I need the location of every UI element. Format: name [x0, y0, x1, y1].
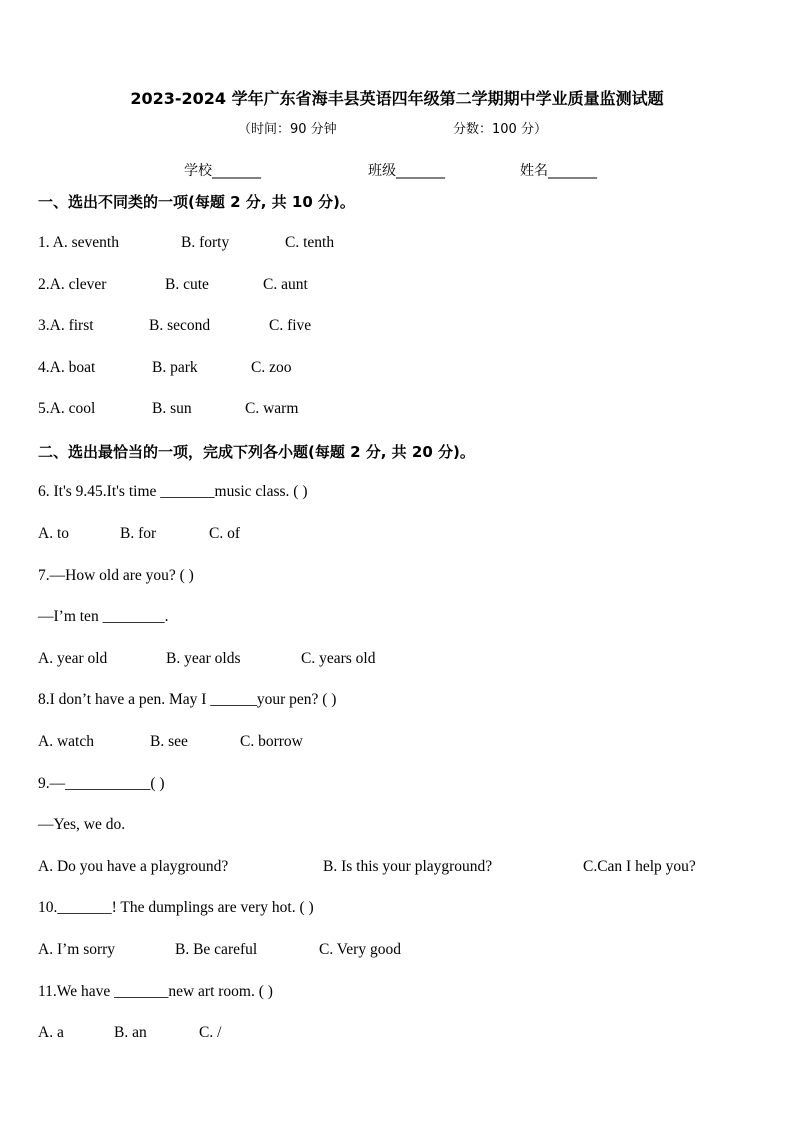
option-b: B. year olds — [166, 650, 241, 667]
class-field: 班级_______ — [368, 163, 445, 179]
question-number: 4. — [38, 359, 50, 376]
question-8-stem: 8.I don’t have a pen. May I ______your pen? ( ) — [38, 691, 337, 708]
question-1 — [38, 234, 119, 252]
question-number: 1. — [38, 234, 53, 251]
question-7-stem: 7.—How old are you? ( ) — [38, 567, 194, 584]
question-number: 3. — [38, 317, 50, 334]
option-a: A. first — [49, 317, 94, 334]
option-b: B. cute — [165, 276, 209, 293]
option-b: B. an — [114, 1024, 147, 1041]
option-c: C. borrow — [240, 733, 303, 750]
question-9-reply: —Yes, we do. — [38, 816, 126, 833]
option-c: C. years old — [301, 650, 376, 667]
option-a: A. watch — [38, 733, 94, 750]
exam-score: 分数：100 分） — [453, 122, 547, 137]
question-6-stem: 6. It's 9.45.It's time _______music class. ( ) — [38, 483, 308, 500]
option-c: C. warm — [245, 400, 299, 417]
option-c: C. Very good — [319, 941, 401, 958]
question-5 — [38, 400, 95, 418]
question-7-reply: —I’m ten ________. — [38, 608, 169, 625]
option-a: A. to — [38, 525, 69, 542]
option-c: C. aunt — [263, 276, 308, 293]
school-field: 学校_______ — [184, 163, 261, 179]
option-a: A. year old — [38, 650, 108, 667]
question-number: 5. — [38, 400, 50, 417]
question-4 — [38, 359, 95, 377]
question-3 — [38, 317, 94, 335]
section-2-heading: 二、选出最恰当的一项，完成下列各小题(每题 2 分, 共 20 分)。 — [38, 443, 475, 461]
option-b: B. second — [149, 317, 211, 334]
option-b: B. sun — [152, 400, 192, 417]
option-a: A. a — [38, 1024, 64, 1041]
option-b: B. park — [152, 359, 198, 376]
option-c: C.Can I help you? — [583, 858, 696, 875]
option-c: C. tenth — [285, 234, 335, 251]
option-b: B. forty — [181, 234, 230, 251]
option-b: B. Is this your playground? — [323, 858, 493, 875]
question-11-stem: 11.We have _______new art room. ( ) — [38, 983, 273, 1000]
option-a: A. cool — [49, 400, 96, 417]
question-10-stem: 10._______! The dumplings are very hot. ( ) — [38, 899, 314, 916]
option-b: B. see — [150, 733, 188, 750]
option-a: A. Do you have a playground? — [38, 858, 229, 875]
option-b: B. Be careful — [175, 941, 258, 958]
option-c: C. of — [209, 525, 240, 542]
section-1-heading: 一、选出不同类的一项(每题 2 分, 共 10 分)。 — [38, 193, 355, 211]
option-a: A. boat — [49, 359, 96, 376]
name-field: 姓名_______ — [520, 163, 597, 179]
option-c: C. / — [199, 1024, 222, 1041]
option-c: C. zoo — [251, 359, 292, 376]
question-number: 2. — [38, 276, 50, 293]
option-a: A. I’m sorry — [38, 941, 116, 958]
option-a: A. clever — [49, 276, 107, 293]
question-9-stem: 9.—___________( ) — [38, 775, 165, 792]
option-b: B. for — [120, 525, 157, 542]
option-c: C. five — [269, 317, 312, 334]
exam-time: （时间：90 分钟 — [238, 122, 337, 137]
option-a: A. seventh — [52, 234, 119, 251]
question-2 — [38, 276, 106, 294]
exam-title: 2023-2024 学年广东省海丰县英语四年级第二学期期中学业质量监测试题 — [130, 89, 664, 108]
